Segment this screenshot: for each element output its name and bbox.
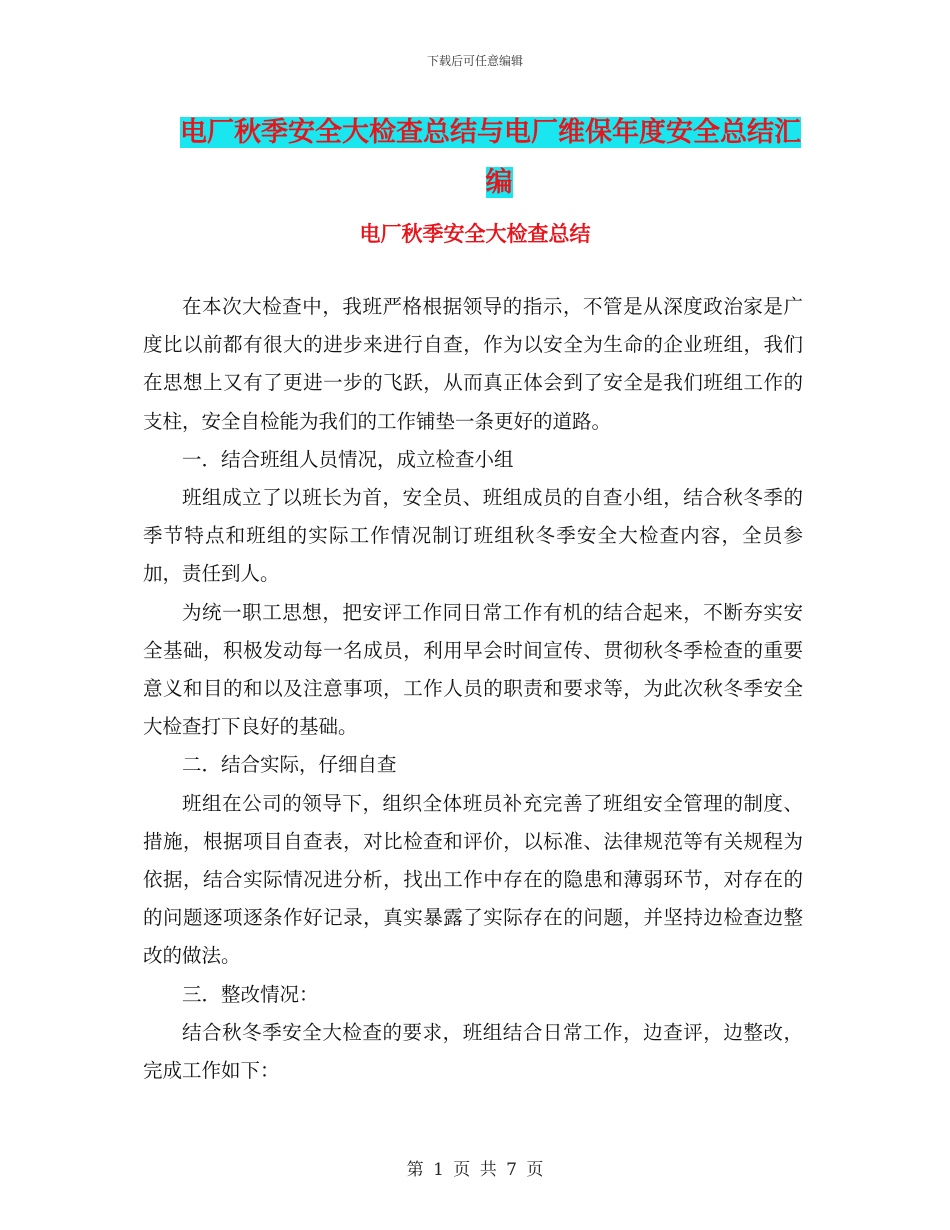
paragraph: 班组在公司的领导下，组织全体班员补充完善了班组安全管理的制度、措施，根据项目自查表，对比检查和评价，以标准、法律规范等有关规程为依据，结合实际情况进分析，找出工作中存在的隐患和薄弱环节，对存在的的问题逐项逐条作好记录，真实暴露了实际存在的问题，并坚持边检查边整改的做法。 [143,791,803,968]
page-footer: 第 1 页 共 7 页 [406,1160,544,1180]
paragraph: 班组成立了以班长为首，安全员、班组成员的自查小组，结合秋冬季的季节特点和班组的实际工作情况制订班组秋冬季安全大检查内容，全员参加，责任到人。 [143,486,803,586]
title-line-1: 电厂秋季安全大检查总结与电厂维保年度安全总结汇 [180,117,801,148]
paragraph: 为统一职工思想，把安评工作同日常工作有机的结合起来，不断夯实安全基础，积极发动每一名成员，利用早会时间宣传、贯彻秋冬季检查的重要意义和目的和以及注意事项，工作人员的职责和要求等，为此次秋冬季安全大检查打下良好的基础。 [143,600,803,739]
paragraph-intro: 在本次大检查中，我班严格根据领导的指示，不管是从深度政治家是广度比以前都有很大的进步来进行自查，作为以安全为生命的企业班组，我们在思想上又有了更进一步的飞跃，从而真正体会到了安全是我们班组工作的支柱，安全自检能为我们的工作铺垫一条更好的道路。 [143,295,803,433]
title-line-2: 编 [485,167,513,198]
section-title: 电厂秋季安全大检查总结 [359,222,591,246]
heading-one: 一．结合班组人员情况，成立检查小组 [182,447,514,471]
body-text [143,288,803,1090]
heading-three: 三．整改情况： [182,982,319,1006]
header-note: 下载后可任意编辑 [426,54,523,68]
document-title [180,108,800,208]
paragraph: 结合秋冬季安全大检查的要求，班组结合日常工作，边查评，边整改，完成工作如下： [143,1020,803,1083]
heading-two: 二．结合实际，仔细自查 [182,753,397,777]
